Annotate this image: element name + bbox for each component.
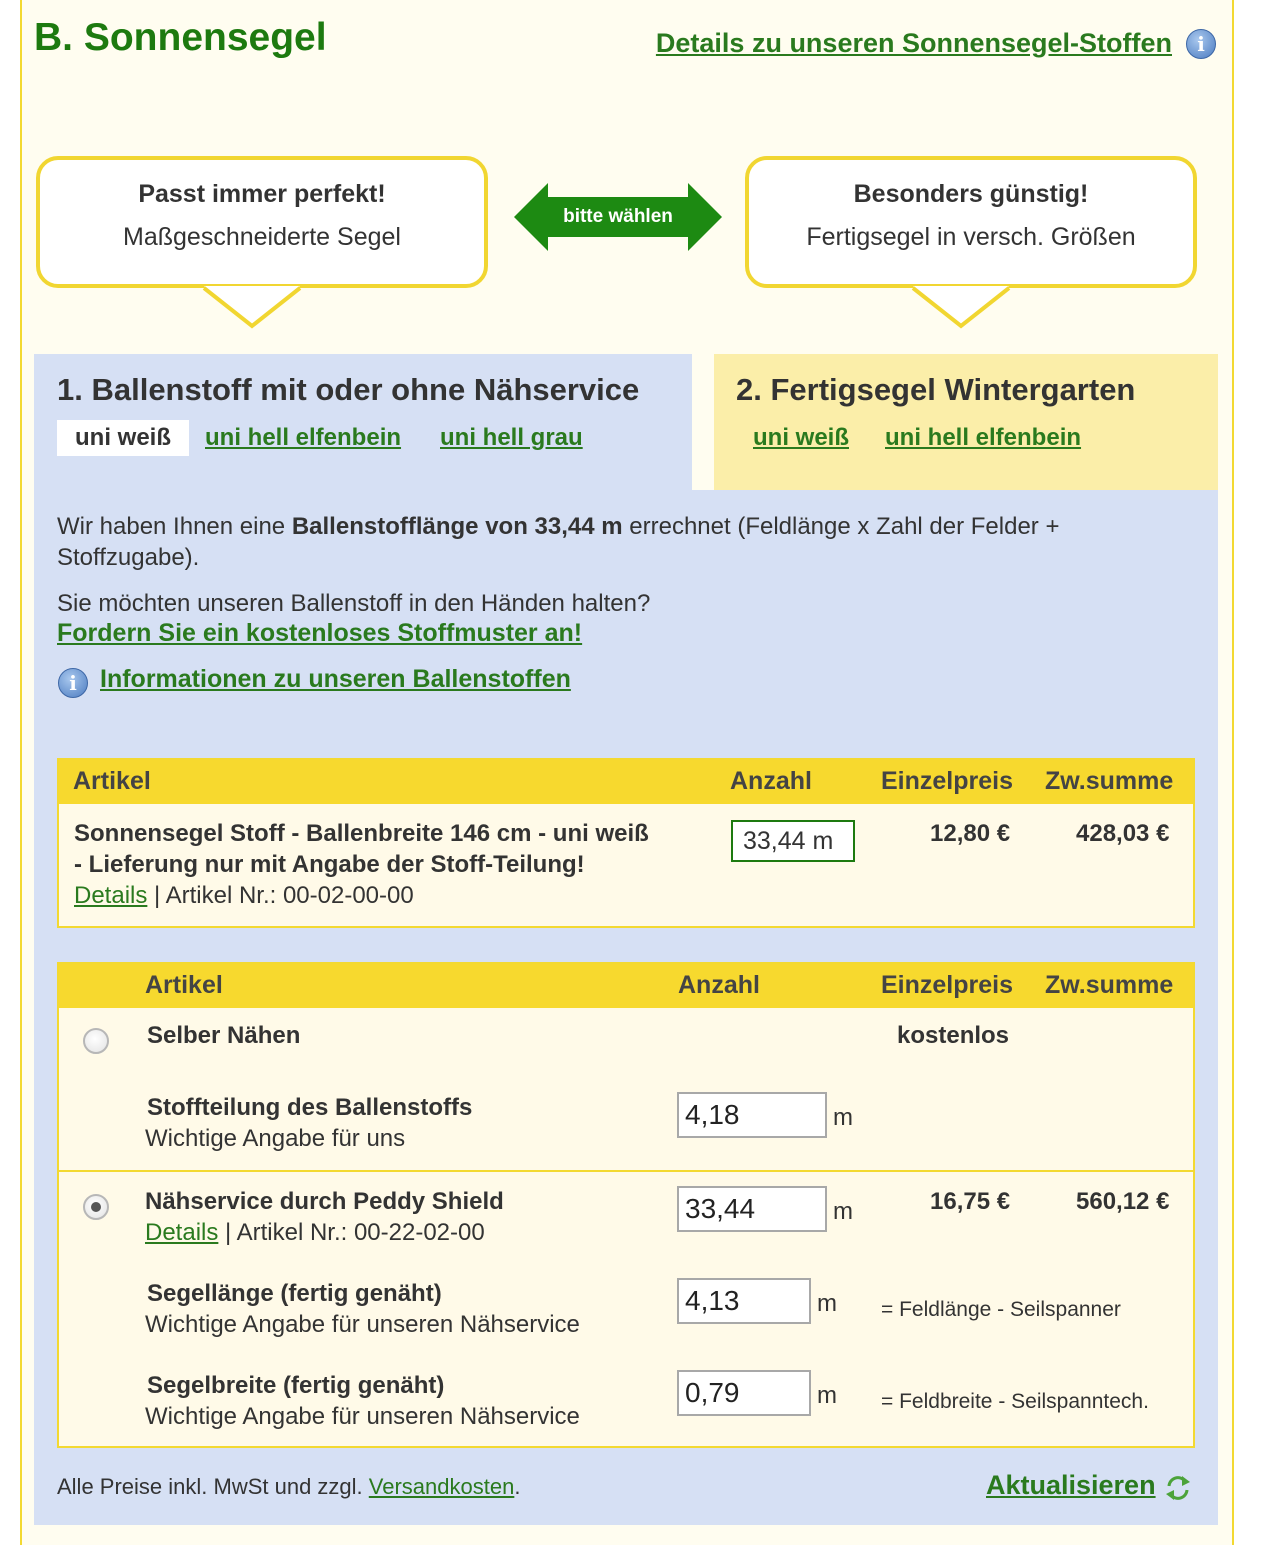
- col-qty: Anzahl: [730, 767, 812, 795]
- col-unit-price: Einzelpreis: [881, 971, 1013, 999]
- sample-question: Sie möchten unseren Ballenstoff in den Händen halten?: [57, 590, 651, 617]
- fabric-qty-field[interactable]: 33,44 m: [731, 820, 855, 862]
- sail-width-unit: m: [817, 1382, 837, 1409]
- sewing-service-radio[interactable]: [83, 1194, 109, 1220]
- option-fertig-uni-hell-elfenbein[interactable]: uni hell elfenbein: [885, 424, 1082, 451]
- sewing-subtotal: 560,12 €: [1076, 1188, 1170, 1215]
- table-header: [59, 760, 1193, 804]
- option-fertig-uni-weiss[interactable]: uni weiß: [753, 424, 849, 451]
- price-note: [57, 1474, 520, 1500]
- option-uni-hell-grau[interactable]: uni hell grau: [440, 424, 583, 451]
- calc-text-pre: Wir haben Ihnen eine: [57, 513, 292, 540]
- sail-length-note: = Feldlänge - Seilspanner: [881, 1298, 1121, 1321]
- sail-length-input[interactable]: 4,13: [677, 1278, 811, 1324]
- sewing-options-table: [57, 962, 1195, 1448]
- division-label: Stoffteilung des Ballenstoffs: [147, 1094, 473, 1121]
- sewing-service-details-link[interactable]: Details: [145, 1219, 219, 1246]
- fabric-sample-link[interactable]: Fordern Sie ein kostenloses Stoffmuster an!: [57, 619, 583, 647]
- fabric-details-row: [74, 882, 414, 910]
- col-qty: Anzahl: [678, 971, 760, 999]
- calc-info-text: [57, 511, 1059, 542]
- division-input[interactable]: 4,18: [677, 1092, 827, 1138]
- option-uni-hell-elfenbein[interactable]: uni hell elfenbein: [205, 424, 402, 451]
- fabric-order-table: [57, 758, 1195, 928]
- self-sew-label: Selber Nähen: [147, 1022, 301, 1049]
- fabric-unit-price: 12,80 €: [930, 820, 1011, 847]
- row-divider: [59, 1170, 1193, 1172]
- ready-sail-title: Besonders günstig!: [853, 180, 1089, 208]
- shipping-costs-link[interactable]: Versandkosten: [368, 1474, 515, 1499]
- info-icon[interactable]: i: [1186, 29, 1216, 59]
- calc-text-length: Ballenstofflänge von 33,44 m: [291, 513, 623, 540]
- sail-width-note: = Feldbreite - Seilspanntech.: [881, 1390, 1149, 1413]
- info-icon: i: [58, 668, 88, 698]
- sewing-qty-input[interactable]: 33,44: [677, 1186, 827, 1232]
- option-uni-weiss-active[interactable]: uni weiß: [57, 420, 189, 456]
- sewing-qty-unit: m: [833, 1198, 853, 1225]
- tab-ballenstoff-title: 1. Ballenstoff mit oder ohne Nähservice: [57, 372, 640, 407]
- sewing-unit-price: 16,75 €: [930, 1188, 1011, 1215]
- choose-label: bitte wählen: [563, 206, 673, 227]
- custom-sail-title: Passt immer perfekt!: [138, 180, 386, 208]
- radio-selected-dot: [91, 1202, 101, 1212]
- self-sew-price: kostenlos: [897, 1022, 1010, 1049]
- self-sew-radio[interactable]: [83, 1028, 109, 1054]
- sail-width-sublabel: Wichtige Angabe für unseren Nähservice: [145, 1403, 580, 1430]
- bubble-pointer-left: [202, 286, 302, 332]
- fabric-subtotal: 428,03 €: [1076, 820, 1170, 847]
- sail-width-label: Segelbreite (fertig genäht): [147, 1372, 445, 1399]
- table-header: [59, 964, 1193, 1008]
- fabric-name-line1: Sonnensegel Stoff - Ballenbreite 146 cm - uni weiß: [74, 820, 649, 847]
- tab-fertigsegel-title: 2. Fertigsegel Wintergarten: [736, 372, 1136, 407]
- division-sublabel: Wichtige Angabe für uns: [145, 1125, 406, 1152]
- page-title: B. Sonnensegel: [34, 16, 327, 59]
- ready-sail-bubble[interactable]: [745, 156, 1197, 288]
- sewing-service-label: Nähservice durch Peddy Shield: [145, 1188, 504, 1215]
- sail-length-unit: m: [817, 1290, 837, 1317]
- fabric-details-link[interactable]: Details zu unseren Sonnensegel-Stoffen: [655, 28, 1172, 58]
- update-button[interactable]: Aktualisieren: [986, 1470, 1156, 1500]
- col-subtotal: Zw.summe: [1045, 971, 1174, 999]
- custom-sail-subtitle: Maßgeschneiderte Segel: [123, 223, 401, 251]
- fabric-name-line2: - Lieferung nur mit Angabe der Stoff-Teilung!: [74, 851, 585, 878]
- price-note-text: Alle Preise inkl. MwSt und zzgl.: [57, 1474, 369, 1499]
- fabric-article-no: | Artikel Nr.: 00-02-00-00: [147, 882, 414, 909]
- calc-info-text-2: Stoffzugabe).: [57, 544, 200, 571]
- sail-length-sublabel: Wichtige Angabe für unseren Nähservice: [145, 1311, 580, 1338]
- col-unit-price: Einzelpreis: [881, 767, 1013, 795]
- sewing-service-article-no: | Artikel Nr.: 00-22-02-00: [218, 1219, 485, 1246]
- custom-sail-bubble[interactable]: [36, 156, 488, 288]
- col-article: Artikel: [145, 971, 223, 999]
- bubble-pointer-right: [911, 286, 1011, 332]
- calc-text-post: errechnet (Feldlänge x Zahl der Felder +: [622, 513, 1060, 540]
- col-subtotal: Zw.summe: [1045, 767, 1174, 795]
- ready-sail-subtitle: Fertigsegel in versch. Größen: [806, 223, 1136, 251]
- refresh-icon[interactable]: [1164, 1474, 1192, 1502]
- ballenstoff-info-link[interactable]: Informationen zu unseren Ballenstoffen: [100, 665, 571, 693]
- division-unit: m: [833, 1104, 853, 1131]
- price-note-end: .: [514, 1474, 521, 1499]
- choose-arrow: [514, 183, 722, 251]
- sewing-service-details-row: [145, 1219, 485, 1247]
- fabric-details-link[interactable]: Details: [74, 882, 148, 909]
- sail-length-label: Segellänge (fertig genäht): [147, 1280, 442, 1307]
- col-article: Artikel: [73, 767, 151, 795]
- sail-width-input[interactable]: 0,79: [677, 1370, 811, 1416]
